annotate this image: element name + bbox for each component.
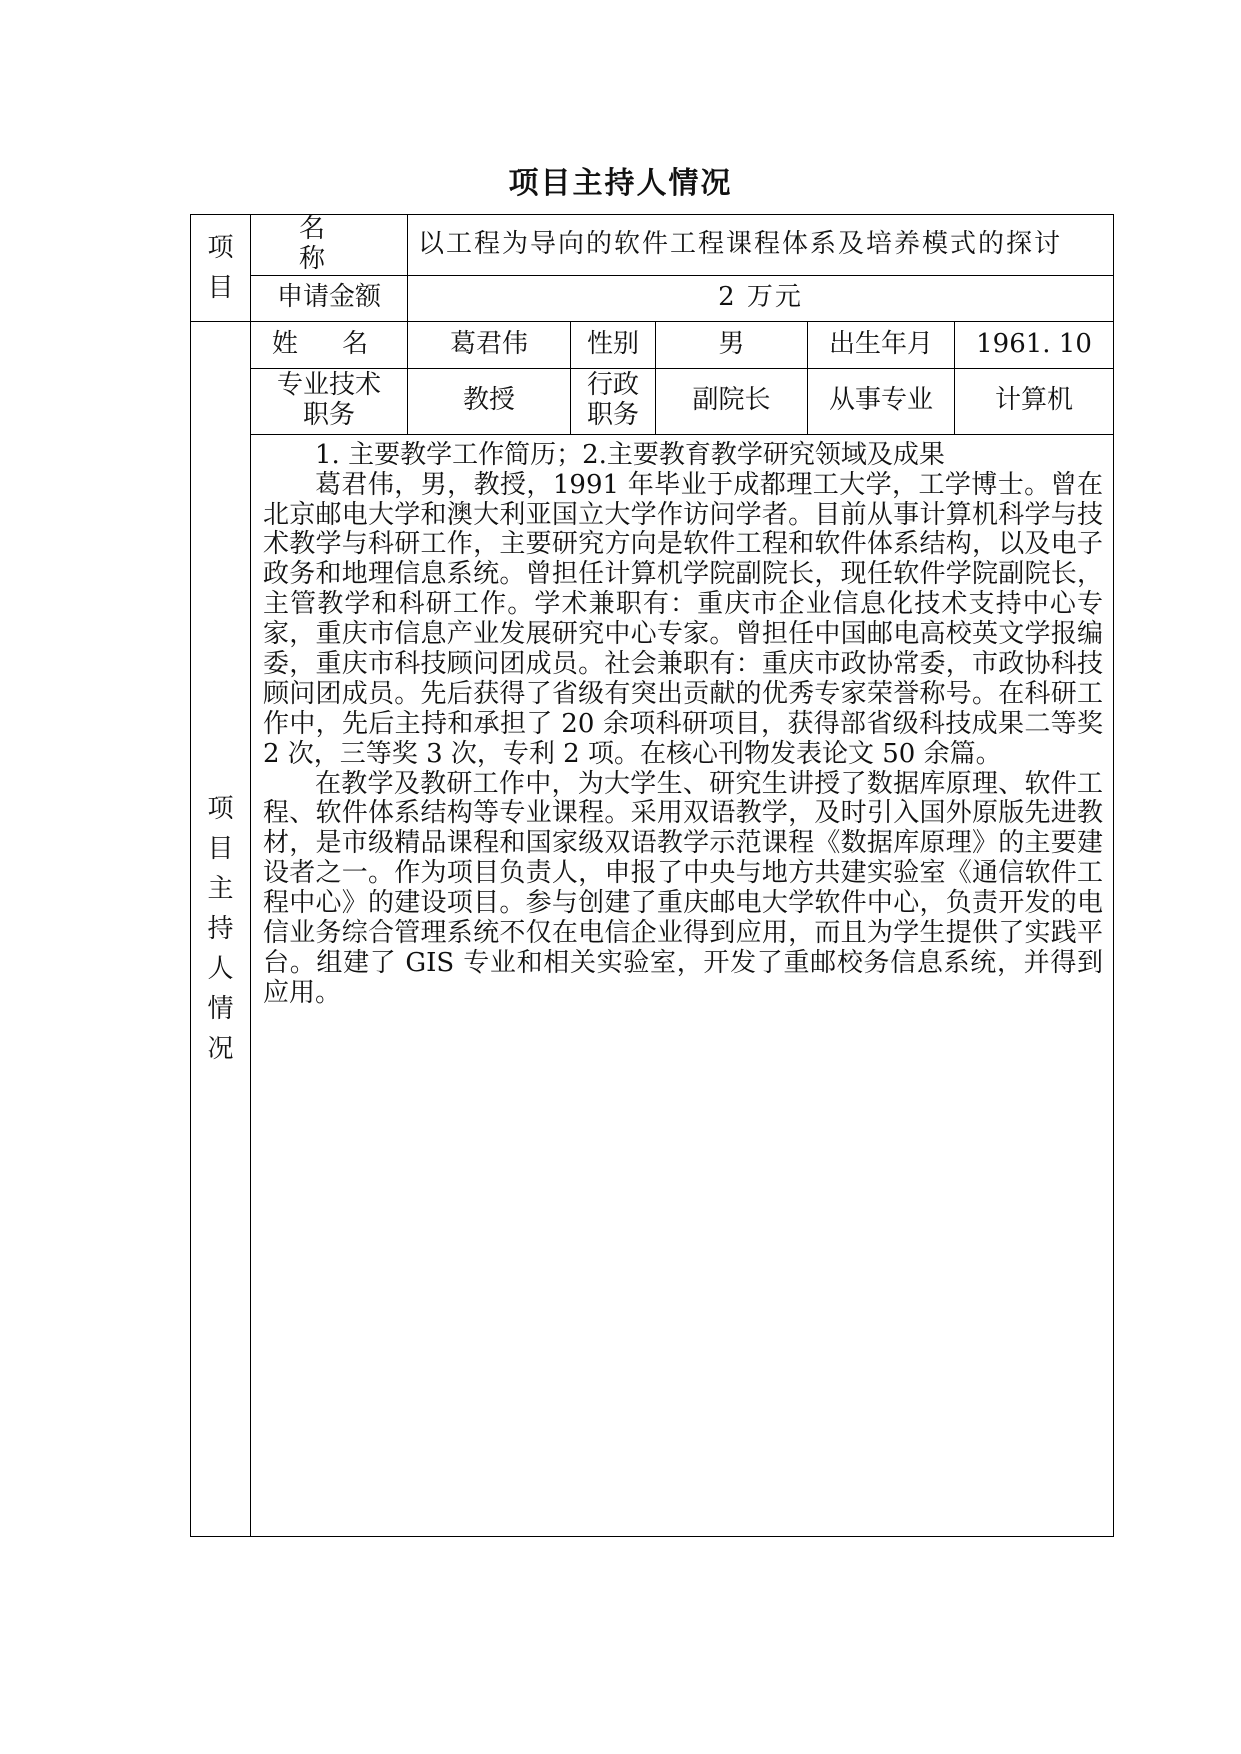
major-label: 从事专业 [808,368,955,434]
resume-paragraph-2: 在教学及教研工作中，为大学生、研究生讲授了数据库原理、软件工程、软件体系结构等专业课程。采用双语教学，及时引入国外原版先进教材，是市级精品课程和国家级双语教学示范课程《数据库原理》的主要建设者之一。作为项目负责人，申报了中央与地方共建实验室《通信软件工程中心》的建设项目。参与创建了重庆邮电大学软件中心，负责开发的电信业务综合管理系统不仅在电信企业得到应用，而且为学生提供了实践平台。组建了 GIS 专业和相关实验室，开发了重邮校务信息系统，并得到应用。 [263,768,1104,1008]
admin-label: 行政 职务 [571,368,656,434]
major-value: 计算机 [955,368,1114,434]
resume-paragraph-1: 葛君伟，男，教授，1991 年毕业于成都理工大学，工学博士。曾在北京邮电大学和澳大利亚国立大学作访问学者。目前从事计算机科学与技术教学与科研工作，主要研究方向是软件工程和软件体系结构，以及电子政务和地理信息系统。曾担任计算机学院副院长，现任软件学院副院长，主管教学和科研工作。学术兼职有：重庆市企业信息化技术支持中心专家，重庆市信息产业发展研究中心专家。曾担任中国邮电高校英文学报编委，重庆市科技顾问团成员。社会兼职有：重庆市政协常委，市政协科技顾问团成员。先后获得了省级有突出贡献的优秀专家荣誉称号。在科研工作中，先后主持和承担了 20 余项科研项目，获得部省级科技成果二等奖 2 次，三等奖 3 次，专利 2 项。在核心刊物发表论文 50 余篇。 [263,469,1104,769]
birth-value: 1961. 10 [955,321,1114,368]
gender-value: 男 [656,321,808,368]
page-title: 项目主持人情况 [508,166,733,201]
host-name-value: 葛君伟 [408,321,571,368]
resume-heading: 1. 主要教学工作简历；2.主要教育教学研究领域及成果 [315,439,945,470]
title-label: 专业技术 职务 [251,368,408,434]
birth-label: 出生年月 [808,321,955,368]
gender-label: 性别 [571,321,656,368]
host-name-label: 姓 名 [251,321,408,368]
amount-label: 申请金额 [251,275,408,321]
host-section-label: 项目主持人情况 [191,321,251,1536]
admin-value: 副院长 [656,368,808,434]
host-info-table [190,214,1114,1537]
project-name-value: 以工程为导向的软件工程课程体系及培养模式的探讨 [408,215,1114,276]
resume-content [251,434,1114,1536]
title-value: 教授 [408,368,571,434]
project-section-label: 项目 [191,215,251,322]
amount-value: 2 万元 [408,275,1114,321]
project-name-label: 名 称 [251,215,408,276]
